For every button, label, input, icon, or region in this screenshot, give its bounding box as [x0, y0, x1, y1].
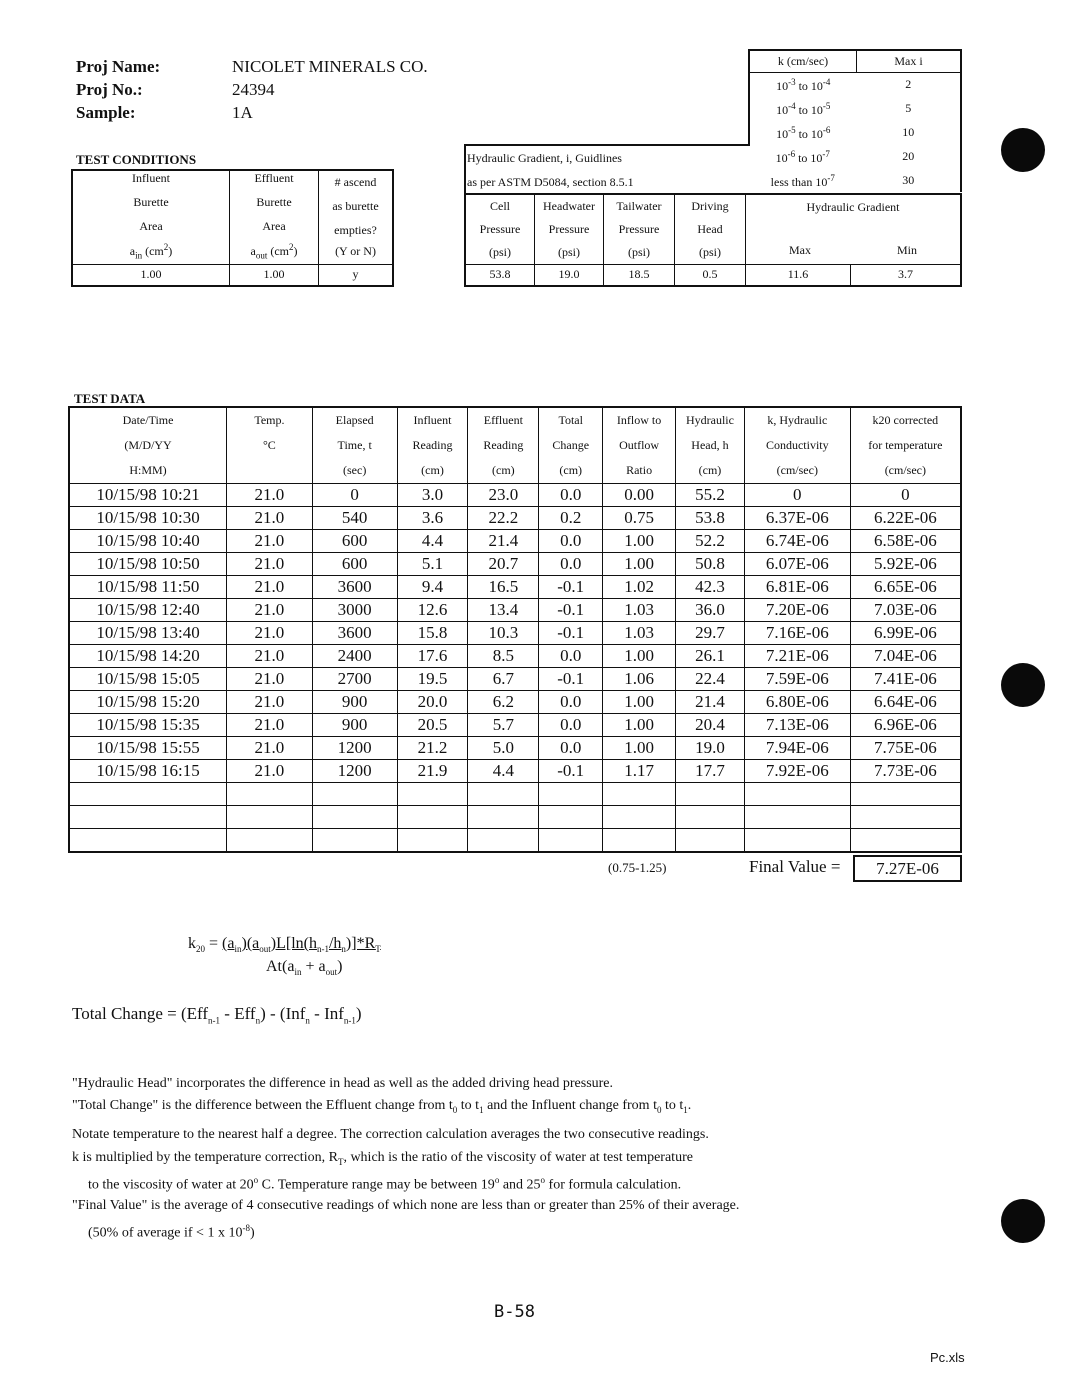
table-row — [69, 529, 961, 552]
empty-cell — [744, 828, 850, 852]
hg-max-value: 11.6 — [746, 264, 851, 286]
cell-ratio: 0.75 — [603, 506, 676, 529]
cell-header-2: Pressure — [479, 221, 521, 236]
tailwater-header-1: Tailwater — [616, 198, 662, 213]
max-i-value: 30 — [857, 168, 962, 192]
empty-cell — [603, 805, 676, 828]
empty-cell — [227, 782, 313, 805]
table-row — [69, 506, 961, 529]
cell-elapsed: 3600 — [312, 575, 397, 598]
col-header-total-change: Total Change (cm) — [539, 407, 603, 483]
cell-effluent: 23.0 — [468, 483, 539, 506]
influent-header-4: $a_{in}$ $(cm^2)$ — [129, 242, 173, 261]
proj-no-label: Proj No.: — [76, 80, 143, 99]
cell-header-1: Cell — [490, 198, 510, 213]
note-final-value: "Final Value" is the average of 4 consecutive readings of which none are less than or greater than 25% of their average. — [72, 1198, 740, 1213]
max-i-value: 10 — [857, 120, 962, 144]
cell-elapsed: 1200 — [312, 736, 397, 759]
empty-row — [69, 782, 961, 805]
k-range: $10^{-4}$ to $10^{-5}$ — [749, 96, 857, 120]
empty-cell — [676, 828, 745, 852]
cell-total-change: -0.1 — [539, 667, 603, 690]
cell-k: 7.20E-06 — [744, 598, 850, 621]
cell-k: 7.59E-06 — [744, 667, 850, 690]
driving-header-2: Head — [697, 221, 723, 236]
cell-temp: 21.0 — [227, 621, 313, 644]
cell-datetime: 10/15/98 14:20 — [69, 644, 227, 667]
empty-cell — [69, 828, 227, 852]
empty-cell — [468, 828, 539, 852]
table-row — [69, 598, 961, 621]
cell-temp: 21.0 — [227, 483, 313, 506]
cell-k20: 6.65E-06 — [850, 575, 961, 598]
cell-temp: 21.0 — [227, 759, 313, 782]
k20-formula-numerator: $k_{20} = (a_{in})(a_{out})L[\ln(h_{n-1}/h_n)]*R_T$ — [188, 935, 381, 955]
empty-cell — [312, 828, 397, 852]
cell-effluent: 10.3 — [468, 621, 539, 644]
table-row — [69, 552, 961, 575]
empty-row — [69, 828, 961, 852]
cell-temp: 21.0 — [227, 644, 313, 667]
cell-elapsed: 2700 — [312, 667, 397, 690]
table-row — [69, 621, 961, 644]
cell-k: 6.07E-06 — [744, 552, 850, 575]
cell-influent: 17.6 — [397, 644, 468, 667]
k-range: less than $10^{-7}$ — [770, 172, 835, 189]
cell-head: 53.8 — [676, 506, 745, 529]
table-row — [69, 759, 961, 782]
tailwater-pressure-value: 18.5 — [604, 264, 675, 286]
table-row — [69, 713, 961, 736]
effluent-area-value: 1.00 — [230, 264, 319, 286]
cell-effluent: 6.2 — [468, 690, 539, 713]
k-col-header: k (cm/sec) — [749, 50, 857, 72]
k-max-i-table — [748, 49, 962, 192]
cell-influent: 4.4 — [397, 529, 468, 552]
cell-k20: 6.99E-06 — [850, 621, 961, 644]
empty-cell — [850, 828, 961, 852]
cell-temp: 21.0 — [227, 667, 313, 690]
influent-header-3: Area — [139, 219, 163, 234]
ascend-header-3: empties? — [334, 223, 377, 238]
proj-name-value: NICOLET MINERALS CO. — [232, 57, 428, 76]
cell-temp: 21.0 — [227, 552, 313, 575]
tailwater-header-3: (psi) — [628, 244, 650, 259]
effluent-header-1: Effluent — [254, 171, 294, 186]
empty-row — [69, 805, 961, 828]
cell-elapsed: 1200 — [312, 759, 397, 782]
cell-ratio: 1.00 — [603, 529, 676, 552]
cell-total-change: 0.0 — [539, 736, 603, 759]
cell-influent: 5.1 — [397, 552, 468, 575]
cell-k: 7.21E-06 — [744, 644, 850, 667]
cell-datetime: 10/15/98 12:40 — [69, 598, 227, 621]
cell-influent: 12.6 — [397, 598, 468, 621]
empty-cell — [539, 805, 603, 828]
cell-head: 29.7 — [676, 621, 745, 644]
cell-elapsed: 3000 — [312, 598, 397, 621]
pressure-gradient-table — [464, 193, 962, 287]
col-header-temp: Temp. °C — [227, 407, 313, 483]
cell-pressure-value: 53.8 — [465, 264, 535, 286]
cell-head: 21.4 — [676, 690, 745, 713]
cell-datetime: 10/15/98 15:05 — [69, 667, 227, 690]
final-value-label: Final Value = — [749, 857, 841, 876]
empty-cell — [227, 828, 313, 852]
cell-k20: 7.03E-06 — [850, 598, 961, 621]
cell-total-change: -0.1 — [539, 575, 603, 598]
cell-effluent: 21.4 — [468, 529, 539, 552]
table-row — [69, 690, 961, 713]
effluent-header-3: Area — [262, 219, 286, 234]
cell-total-change: -0.1 — [539, 621, 603, 644]
hg-max-header: Max — [788, 243, 811, 257]
cell-influent: 9.4 — [397, 575, 468, 598]
cell-influent: 15.8 — [397, 621, 468, 644]
cell-influent: 19.5 — [397, 667, 468, 690]
cell-ratio: 1.00 — [603, 644, 676, 667]
cell-influent: 21.9 — [397, 759, 468, 782]
k-range: $10^{-6}$ to $10^{-7}$ — [775, 148, 830, 165]
note-total-change: "Total Change" is the difference between the Effluent change from $t_0$ to $t_1$ and the Influent change from $t_0$ to $t_1$. — [72, 1098, 692, 1115]
cell-head: 20.4 — [676, 713, 745, 736]
test-conditions-table — [71, 169, 394, 287]
table-row — [69, 667, 961, 690]
k20-formula-denominator: $At(a_{in} + a_{out})$ — [266, 958, 343, 978]
cell-head: 36.0 — [676, 598, 745, 621]
cell-k20: 6.22E-06 — [850, 506, 961, 529]
effluent-header-4: $a_{out}$ $(cm^2)$ — [250, 242, 298, 261]
cell-head: 19.0 — [676, 736, 745, 759]
cell-temp: 21.0 — [227, 713, 313, 736]
ratio-range: (0.75-1.25) — [608, 860, 667, 875]
cell-ratio: 1.00 — [603, 713, 676, 736]
cell-influent: 20.5 — [397, 713, 468, 736]
empty-cell — [603, 782, 676, 805]
cell-head: 50.8 — [676, 552, 745, 575]
k-range: $10^{-5}$ to $10^{-6}$ — [749, 120, 857, 144]
cell-k: 6.74E-06 — [744, 529, 850, 552]
proj-no-value: 24394 — [232, 80, 275, 99]
cell-k: 6.80E-06 — [744, 690, 850, 713]
max-i-value: 2 — [857, 72, 962, 96]
cell-k20: 7.73E-06 — [850, 759, 961, 782]
empty-cell — [603, 828, 676, 852]
cell-head: 22.4 — [676, 667, 745, 690]
cell-effluent: 6.7 — [468, 667, 539, 690]
note-temperature: Notate temperature to the nearest half a degree. The correction calculation averages the two consecutive readings. — [72, 1127, 709, 1142]
cell-head: 52.2 — [676, 529, 745, 552]
cell-total-change: 0.0 — [539, 529, 603, 552]
cell-k20: 6.58E-06 — [850, 529, 961, 552]
sample-label: Sample: — [76, 103, 136, 122]
col-header-influent: Influent Reading (cm) — [397, 407, 468, 483]
empty-cell — [676, 782, 745, 805]
k-range: $10^{-3}$ to $10^{-4}$ — [749, 72, 857, 96]
cell-k: 7.94E-06 — [744, 736, 850, 759]
cell-temp: 21.0 — [227, 598, 313, 621]
cell-datetime: 10/15/98 11:50 — [69, 575, 227, 598]
cell-ratio: 1.03 — [603, 621, 676, 644]
cell-influent: 21.2 — [397, 736, 468, 759]
cell-total-change: 0.0 — [539, 552, 603, 575]
col-header-k20: k20 corrected for temperature (cm/sec) — [850, 407, 961, 483]
empty-cell — [397, 782, 468, 805]
influent-header-1: Influent — [132, 171, 170, 186]
test-conditions-title: TEST CONDITIONS — [76, 152, 197, 167]
cell-k: 7.16E-06 — [744, 621, 850, 644]
gradient-guideline-line1: Hydraulic Gradient, i, Guidlines — [467, 151, 622, 165]
cell-elapsed: 3600 — [312, 621, 397, 644]
tailwater-header-2: Pressure — [618, 221, 660, 236]
cell-k: 7.92E-06 — [744, 759, 850, 782]
headwater-header-2: Pressure — [548, 221, 590, 236]
cell-ratio: 1.02 — [603, 575, 676, 598]
cell-ratio: 1.06 — [603, 667, 676, 690]
hg-min-value: 3.7 — [851, 264, 962, 286]
cell-elapsed: 900 — [312, 713, 397, 736]
cell-datetime: 10/15/98 15:55 — [69, 736, 227, 759]
cell-ratio: 1.00 — [603, 552, 676, 575]
guideline-box-top — [464, 144, 750, 146]
cell-k20: 6.96E-06 — [850, 713, 961, 736]
empty-cell — [69, 782, 227, 805]
headwater-header-1: Headwater — [543, 198, 595, 213]
cell-k20: 5.92E-06 — [850, 552, 961, 575]
influent-area-value: 1.00 — [72, 264, 230, 286]
binder-hole — [1001, 128, 1045, 172]
hydraulic-gradient-title: Hydraulic Gradient — [806, 200, 900, 214]
cell-datetime: 10/15/98 15:35 — [69, 713, 227, 736]
total-change-formula: Total Change = (Eff$_{n-1}$ - Eff$_n$) - (Inf$_n$ - Inf$_{n-1}$) — [72, 1004, 362, 1026]
influent-header-2: Burette — [133, 195, 169, 210]
cell-total-change: -0.1 — [539, 759, 603, 782]
note-viscosity: to the viscosity of water at 20$^o$ C. Temperature range may be between 19$^o$ and 25$^o$ for formula calculation. — [88, 1175, 682, 1193]
cell-influent: 3.6 — [397, 506, 468, 529]
sample-value: 1A — [232, 103, 253, 122]
binder-hole — [1001, 1199, 1045, 1243]
test-data-title: TEST DATA — [74, 391, 146, 406]
cell-k20: 7.41E-06 — [850, 667, 961, 690]
cell-k: 6.81E-06 — [744, 575, 850, 598]
driving-header-3: (psi) — [699, 244, 721, 259]
cell-elapsed: 900 — [312, 690, 397, 713]
cell-effluent: 20.7 — [468, 552, 539, 575]
cell-total-change: 0.0 — [539, 690, 603, 713]
cell-effluent: 16.5 — [468, 575, 539, 598]
empty-cell — [539, 782, 603, 805]
cell-effluent: 8.5 — [468, 644, 539, 667]
cell-datetime: 10/15/98 16:15 — [69, 759, 227, 782]
cell-influent: 20.0 — [397, 690, 468, 713]
headwater-pressure-value: 19.0 — [535, 264, 604, 286]
test-data-table — [68, 406, 962, 853]
col-header-effluent: Effluent Reading (cm) — [468, 407, 539, 483]
cell-temp: 21.0 — [227, 575, 313, 598]
cell-total-change: -0.1 — [539, 598, 603, 621]
cell-effluent: 22.2 — [468, 506, 539, 529]
cell-ratio: 1.03 — [603, 598, 676, 621]
driving-head-value: 0.5 — [675, 264, 746, 286]
cell-temp: 21.0 — [227, 506, 313, 529]
cell-effluent: 13.4 — [468, 598, 539, 621]
col-header-head: Hydraulic Head, h (cm) — [676, 407, 745, 483]
guideline-box-left — [464, 144, 466, 194]
cell-influent: 3.0 — [397, 483, 468, 506]
cell-head: 55.2 — [676, 483, 745, 506]
cell-datetime: 10/15/98 10:21 — [69, 483, 227, 506]
cell-k20: 6.64E-06 — [850, 690, 961, 713]
empty-cell — [744, 805, 850, 828]
note-k-multiplied: k is multiplied by the temperature correction, $R_T$, which is the ratio of the viscosity of water at test temperature — [72, 1150, 693, 1167]
hg-min-header: Min — [896, 243, 917, 257]
ascend-header-2: as burette — [332, 199, 379, 214]
headwater-header-3: (psi) — [558, 244, 580, 259]
cell-datetime: 10/15/98 15:20 — [69, 690, 227, 713]
cell-ratio: 1.17 — [603, 759, 676, 782]
empty-cell — [850, 782, 961, 805]
proj-name-label: Proj Name: — [76, 57, 161, 76]
cell-datetime: 10/15/98 13:40 — [69, 621, 227, 644]
cell-datetime: 10/15/98 10:40 — [69, 529, 227, 552]
note-fifty-percent: (50% of average if < 1 x $10^{-8}$) — [88, 1223, 255, 1241]
empty-cell — [850, 805, 961, 828]
cell-effluent: 5.7 — [468, 713, 539, 736]
max-i-col-header: Max i — [857, 50, 962, 72]
cell-total-change: 0.0 — [539, 713, 603, 736]
table-row — [69, 483, 961, 506]
empty-cell — [397, 805, 468, 828]
cell-elapsed: 600 — [312, 552, 397, 575]
binder-hole — [1001, 663, 1045, 707]
empty-cell — [69, 805, 227, 828]
cell-k: 7.13E-06 — [744, 713, 850, 736]
file-name: Pc.xls — [930, 1350, 965, 1365]
empty-cell — [676, 805, 745, 828]
cell-ratio: 0.00 — [603, 483, 676, 506]
cell-k: 0 — [744, 483, 850, 506]
page-number: B-58 — [494, 1302, 535, 1322]
cell-elapsed: 2400 — [312, 644, 397, 667]
gradient-guideline-line2: as per ASTM D5084, section 8.5.1 — [467, 175, 634, 189]
col-header-k: k, Hydraulic Conductivity (cm/sec) — [744, 407, 850, 483]
cell-effluent: 5.0 — [468, 736, 539, 759]
col-header-elapsed: Elapsed Time, t (sec) — [312, 407, 397, 483]
effluent-header-2: Burette — [256, 195, 292, 210]
empty-cell — [468, 805, 539, 828]
table-row — [69, 575, 961, 598]
cell-k20: 0 — [850, 483, 961, 506]
max-i-value: 20 — [857, 144, 962, 168]
table-row — [69, 736, 961, 759]
col-header-ratio: Inflow to Outflow Ratio — [603, 407, 676, 483]
cell-effluent: 4.4 — [468, 759, 539, 782]
empty-cell — [468, 782, 539, 805]
cell-elapsed: 540 — [312, 506, 397, 529]
cell-temp: 21.0 — [227, 736, 313, 759]
cell-datetime: 10/15/98 10:30 — [69, 506, 227, 529]
cell-head: 17.7 — [676, 759, 745, 782]
table-row — [69, 644, 961, 667]
empty-cell — [539, 828, 603, 852]
ascend-header-1: # ascend — [334, 175, 377, 190]
cell-head: 26.1 — [676, 644, 745, 667]
ascend-value: y — [319, 264, 394, 286]
cell-temp: 21.0 — [227, 690, 313, 713]
cell-total-change: 0.2 — [539, 506, 603, 529]
col-header-datetime: Date/Time (M/D/YY H:MM) — [69, 407, 227, 483]
ascend-header-4: (Y or N) — [335, 244, 376, 259]
cell-ratio: 1.00 — [603, 690, 676, 713]
empty-cell — [397, 828, 468, 852]
note-hydraulic-head: "Hydraulic Head" incorporates the difference in head as well as the added driving head pressure. — [72, 1076, 614, 1091]
cell-ratio: 1.00 — [603, 736, 676, 759]
cell-k20: 7.75E-06 — [850, 736, 961, 759]
cell-header-3: (psi) — [489, 244, 511, 259]
final-value: 7.27E-06 — [853, 855, 962, 882]
empty-cell — [227, 805, 313, 828]
cell-head: 42.3 — [676, 575, 745, 598]
cell-total-change: 0.0 — [539, 483, 603, 506]
cell-datetime: 10/15/98 10:50 — [69, 552, 227, 575]
empty-cell — [312, 805, 397, 828]
cell-elapsed: 0 — [312, 483, 397, 506]
cell-temp: 21.0 — [227, 529, 313, 552]
cell-total-change: 0.0 — [539, 644, 603, 667]
empty-cell — [744, 782, 850, 805]
cell-elapsed: 600 — [312, 529, 397, 552]
empty-cell — [312, 782, 397, 805]
driving-header-1: Driving — [691, 198, 729, 213]
cell-k: 6.37E-06 — [744, 506, 850, 529]
cell-k20: 7.04E-06 — [850, 644, 961, 667]
max-i-value: 5 — [857, 96, 962, 120]
